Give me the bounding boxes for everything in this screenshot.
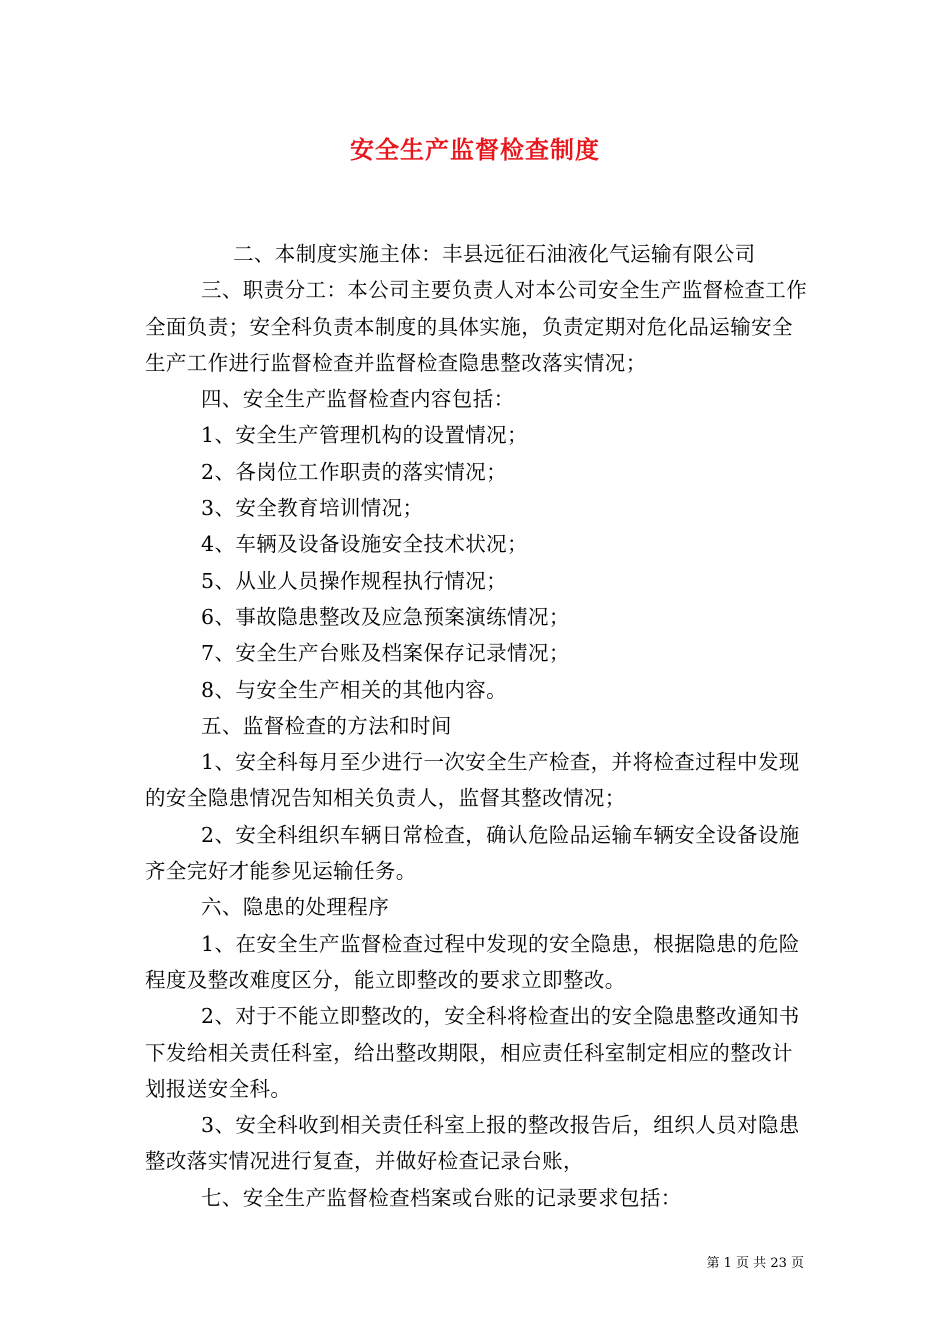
list-item: 1、在安全生产监督检查过程中发现的安全隐患，根据隐患的危险程度及整改难度区分，能立即整改的要求立即整改。 bbox=[145, 931, 800, 992]
section-heading-hazard-procedure: 六、隐患的处理程序 bbox=[201, 895, 390, 920]
list-item: 6、事故隐患整改及应急预案演练情况； bbox=[201, 604, 570, 629]
list-item: 1、安全科每月至少进行一次安全生产检查，并将检查过程中发现的安全隐患情况告知相关负责人，监督其整改情况； bbox=[145, 750, 800, 811]
section-heading-methods: 五、监督检查的方法和时间 bbox=[201, 713, 452, 738]
list-item: 7、安全生产台账及档案保存记录情况； bbox=[201, 641, 570, 666]
document-title: 安全生产监督检查制度 bbox=[350, 135, 600, 164]
list-item: 1、安全生产管理机构的设置情况； bbox=[201, 423, 528, 448]
paragraph-responsibilities: 三、职责分工：本公司主要负责人对本公司安全生产监督检查工作全面负责；安全科负责本制度的具体实施，负责定期对危化品运输安全生产工作进行监督检查并监督检查隐患整改落实情况； bbox=[145, 278, 808, 375]
list-item: 5、从业人员操作规程执行情况； bbox=[201, 568, 508, 593]
document-body bbox=[145, 236, 809, 1216]
paragraph-inspection-content-heading: 四、安全生产监督检查内容包括： bbox=[201, 387, 515, 412]
list-item: 3、安全教育培训情况； bbox=[201, 496, 424, 521]
paragraph-implementing-entity: 二、本制度实施主体：丰县远征石油液化气运输有限公司 bbox=[233, 242, 756, 266]
list-item: 4、车辆及设备设施安全技术状况； bbox=[201, 532, 528, 557]
list-item: 2、安全科组织车辆日常检查，确认危险品运输车辆安全设备设施齐全完好才能参见运输任务。 bbox=[145, 822, 800, 884]
list-item: 8、与安全生产相关的其他内容。 bbox=[201, 677, 508, 702]
list-item: 2、对于不能立即整改的，安全科将检查出的安全隐患整改通知书下发给相关责任科室，给出整改期限，相应责任科室制定相应的整改计划报送安全科。 bbox=[145, 1004, 800, 1101]
page-number-footer: 第 1 页 共 23 页 bbox=[706, 1256, 804, 1271]
section-heading-records: 七、安全生产监督检查档案或台账的记录要求包括： bbox=[201, 1185, 682, 1210]
list-item: 3、安全科收到相关责任科室上报的整改报告后，组织人员对隐患整改落实情况进行复查，并做好检查记录台账， bbox=[145, 1113, 800, 1174]
list-item: 2、各岗位工作职责的落实情况； bbox=[201, 459, 508, 484]
